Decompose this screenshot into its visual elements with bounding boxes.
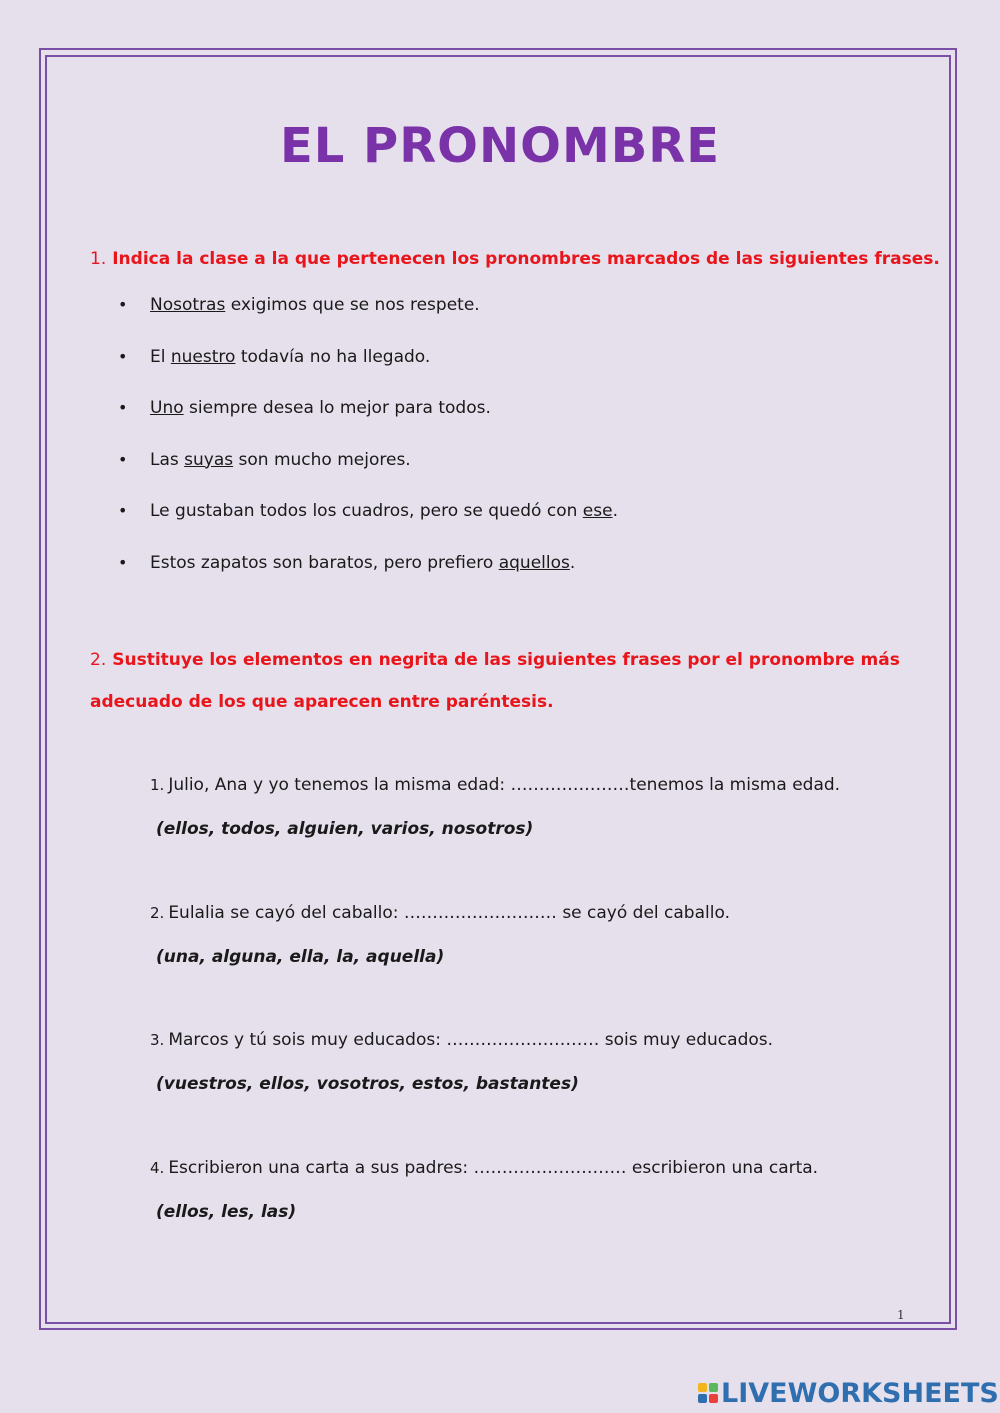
brand-name: LIVEWORKSHEETS [721,1377,999,1409]
page-number: 1 [897,1308,905,1322]
bullet-icon: • [118,552,128,572]
marked-pronoun: aquellos [498,552,570,573]
marked-pronoun: suyas [184,449,234,470]
pronoun-sentence-list [118,294,918,603]
list-item: • El nuestro todavía no ha llegado. [118,346,431,367]
list-item: • Estos zapatos son baratos, pero prefiero aquellos. [118,552,576,573]
instruction-2-line2: adecuado de los que aparecen entre paréntesis. [90,692,554,712]
instruction-2-number: 2. [90,650,107,670]
list-item: • Nosotras exigimos que se nos respete. [118,295,480,315]
marked-pronoun: Nosotras [150,295,226,315]
instruction-1 [90,249,940,269]
list-item: • Le gustaban todos los cuadros, pero se quedó con ese. [118,501,618,521]
exercise-4-options: (ellos, les, las) [156,1202,297,1222]
bullet-icon: • [118,449,128,469]
bullet-icon: • [118,398,128,417]
marked-pronoun: ese [582,501,613,521]
exercise-1-options: (ellos, todos, alguien, varios, nosotros) [156,819,534,839]
exercise-4-sentence: 4. Escribieron una carta a sus padres: ……………………… escribieron una carta. [150,1158,819,1178]
instruction-1-number: 1. [90,249,107,269]
list-item: • Las suyas son mucho mejores. [118,449,411,470]
bullet-icon: • [118,346,128,366]
instruction-1-text: Indica la clase a la que pertenecen los pronombres marcados de las siguientes frases. [112,249,940,269]
liveworksheets-logo-icon [698,1383,718,1403]
exercise-3-options: (vuestros, ellos, vosotros, estos, bastantes) [156,1074,579,1094]
instruction-2-line1: 2. Sustituye los elementos en negrita de las siguientes frases por el pronombre más [90,650,900,670]
marked-pronoun: nuestro [170,346,236,367]
page-border-inner [45,55,951,1324]
liveworksheets-brand[interactable] [698,1378,999,1408]
exercise-1-sentence: 1. Julio, Ana y yo tenemos la misma edad: …………………tenemos la misma edad. [150,775,841,795]
bullet-icon: • [118,501,128,520]
exercise-2-options: (una, alguna, ella, la, aquella) [156,947,445,967]
exercise-2-sentence: 2. Eulalia se cayó del caballo: ……………………… se cayó del caballo. [150,903,730,923]
list-item: • Uno siempre desea lo mejor para todos. [118,398,491,418]
bullet-icon: • [118,295,128,314]
exercise-3-sentence: 3. Marcos y tú sois muy educados: ……………………… sois muy educados. [150,1030,774,1050]
page-title: EL PRONOMBRE [279,118,721,174]
marked-pronoun: Uno [150,398,184,418]
